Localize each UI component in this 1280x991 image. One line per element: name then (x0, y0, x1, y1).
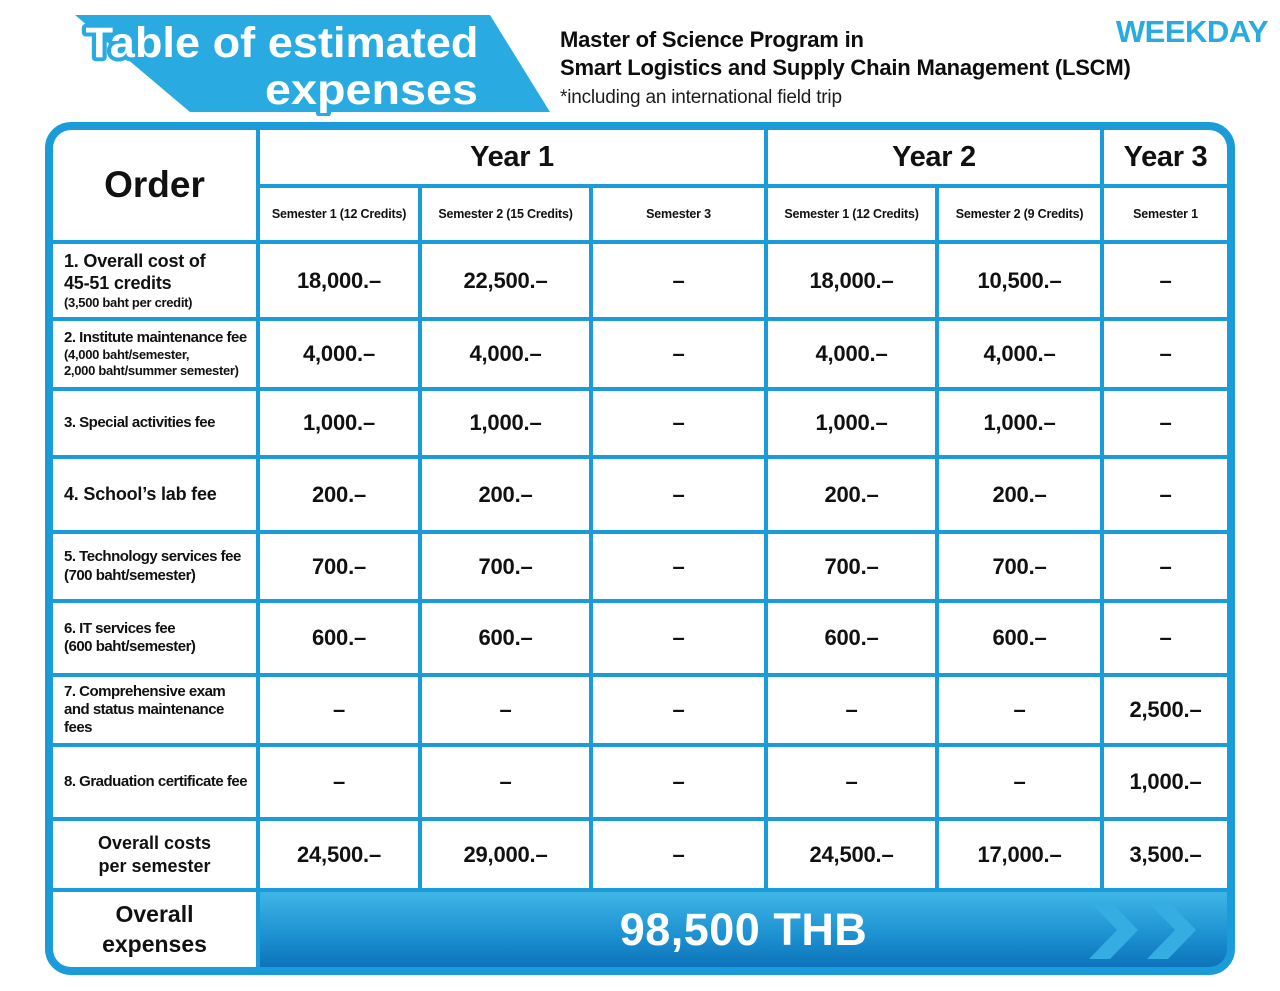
row-label-line: 7. Comprehensive exam (64, 682, 226, 700)
value-cell: 600.– (768, 603, 935, 673)
value-cell: 4,000.– (260, 321, 418, 387)
row-label (53, 459, 256, 530)
page-title-line1: Table of estimated (85, 19, 479, 67)
totals-value-cell: 24,500.– (768, 821, 935, 888)
program-note: *including an international field trip (560, 87, 842, 108)
semester-header: Semester 1 (12 Credits) (768, 188, 935, 240)
value-cell: – (1104, 391, 1227, 455)
value-cell: – (260, 747, 418, 817)
value-cell: – (260, 677, 418, 743)
value-cell: 600.– (422, 603, 589, 673)
value-cell: 1,000.– (1104, 747, 1227, 817)
value-cell: 10,500.– (939, 244, 1100, 317)
value-cell: 1,000.– (939, 391, 1100, 455)
value-cell: – (422, 677, 589, 743)
totals-label-line: per semester (98, 855, 211, 876)
value-cell: 1,000.– (768, 391, 935, 455)
expense-table (45, 122, 1235, 975)
semester-header: Semester 2 (9 Credits) (939, 188, 1100, 240)
value-cell: 700.– (260, 534, 418, 599)
row-label-note: 2,000 baht/summer semester) (64, 363, 239, 379)
value-cell: 200.– (939, 459, 1100, 530)
row-label-line: 1. Overall cost of (64, 250, 206, 271)
semester-header: Semester 1 (12 Credits) (260, 188, 418, 240)
value-cell: – (593, 459, 764, 530)
chevron-shape (1089, 901, 1138, 959)
overall-total-value: 98,500 THB (619, 903, 868, 955)
program-title-line2: Smart Logistics and Supply Chain Management (LSCM) (560, 55, 1131, 80)
page-title-line2: expenses (265, 66, 478, 114)
value-cell: – (593, 603, 764, 673)
semester-header: Semester 3 (593, 188, 764, 240)
value-cell: 200.– (422, 459, 589, 530)
row-label (53, 534, 256, 599)
program-title-line1: Master of Science Program in (560, 27, 864, 52)
totals-value-cell: 3,500.– (1104, 821, 1227, 888)
totals-value-cell: – (593, 821, 764, 888)
row-label (53, 321, 256, 387)
title-banner (66, 2, 558, 116)
chevron-right-icon (1089, 901, 1211, 959)
value-cell: – (593, 244, 764, 317)
value-cell: 700.– (422, 534, 589, 599)
value-cell: 22,500.– (422, 244, 589, 317)
value-cell: – (1104, 321, 1227, 387)
value-cell: – (593, 747, 764, 817)
value-cell: – (768, 677, 935, 743)
value-cell: – (939, 677, 1100, 743)
row-label-note: (700 baht/semester) (64, 566, 196, 584)
value-cell: – (1104, 459, 1227, 530)
value-cell: 1,000.– (260, 391, 418, 455)
row-label-note: (3,500 baht per credit) (64, 294, 193, 310)
value-cell: 18,000.– (768, 244, 935, 317)
row-label-note: (600 baht/semester) (64, 638, 196, 655)
value-cell: – (1104, 603, 1227, 673)
value-cell: – (939, 747, 1100, 817)
row-label-line: 8. Graduation certificate fee (64, 772, 248, 790)
year-2-header: Year 2 (768, 130, 1100, 184)
value-cell: – (422, 747, 589, 817)
weekday-badge: WEEKDAY (1115, 14, 1268, 49)
order-header: Order (53, 130, 256, 240)
value-cell: 700.– (768, 534, 935, 599)
value-cell: – (593, 677, 764, 743)
totals-value-cell: 24,500.– (260, 821, 418, 888)
overall-label-line: Overall (115, 900, 194, 927)
value-cell: 1,000.– (422, 391, 589, 455)
value-cell: 700.– (939, 534, 1100, 599)
semester-header: Semester 1 (1104, 188, 1227, 240)
value-cell: 600.– (260, 603, 418, 673)
value-cell: 4,000.– (422, 321, 589, 387)
program-header (560, 26, 1131, 109)
totals-value-cell: 29,000.– (422, 821, 589, 888)
value-cell: 4,000.– (939, 321, 1100, 387)
value-cell: 200.– (260, 459, 418, 530)
row-label (53, 244, 256, 317)
chevron-shape (1147, 901, 1196, 959)
row-label-note: (4,000 baht/semester, (64, 347, 190, 363)
value-cell: – (593, 321, 764, 387)
row-label-line: 4. School’s lab fee (64, 483, 217, 504)
overall-expenses-label (53, 892, 256, 967)
row-label (53, 747, 256, 817)
row-label (53, 391, 256, 455)
row-label (53, 603, 256, 673)
value-cell: – (1104, 534, 1227, 599)
row-label-line: 3. Special activities fee (64, 413, 215, 431)
row-label-line: and status maintenance fees (64, 700, 224, 737)
row-label-line: 6. IT services fee (64, 619, 176, 637)
row-label-line: 2. Institute maintenance fee (64, 328, 247, 346)
value-cell: 4,000.– (768, 321, 935, 387)
totals-value-cell: 17,000.– (939, 821, 1100, 888)
totals-label-line: Overall costs (97, 833, 212, 853)
value-cell: – (593, 534, 764, 599)
semester-header: Semester 2 (15 Credits) (422, 188, 589, 240)
row-label-line: 5. Technology services fee (64, 548, 241, 566)
totals-row-label (53, 821, 256, 888)
year-3-header: Year 3 (1104, 130, 1227, 184)
year-1-header: Year 1 (260, 130, 764, 184)
value-cell: – (768, 747, 935, 817)
value-cell: – (593, 391, 764, 455)
overall-label-line: expenses (102, 930, 207, 957)
value-cell: 2,500.– (1104, 677, 1227, 743)
value-cell: – (1104, 244, 1227, 317)
overall-total-banner (260, 892, 1227, 967)
value-cell: 600.– (939, 603, 1100, 673)
row-label-line: 45-51 credits (64, 272, 172, 293)
value-cell: 18,000.– (260, 244, 418, 317)
value-cell: 200.– (768, 459, 935, 530)
row-label (53, 677, 256, 743)
